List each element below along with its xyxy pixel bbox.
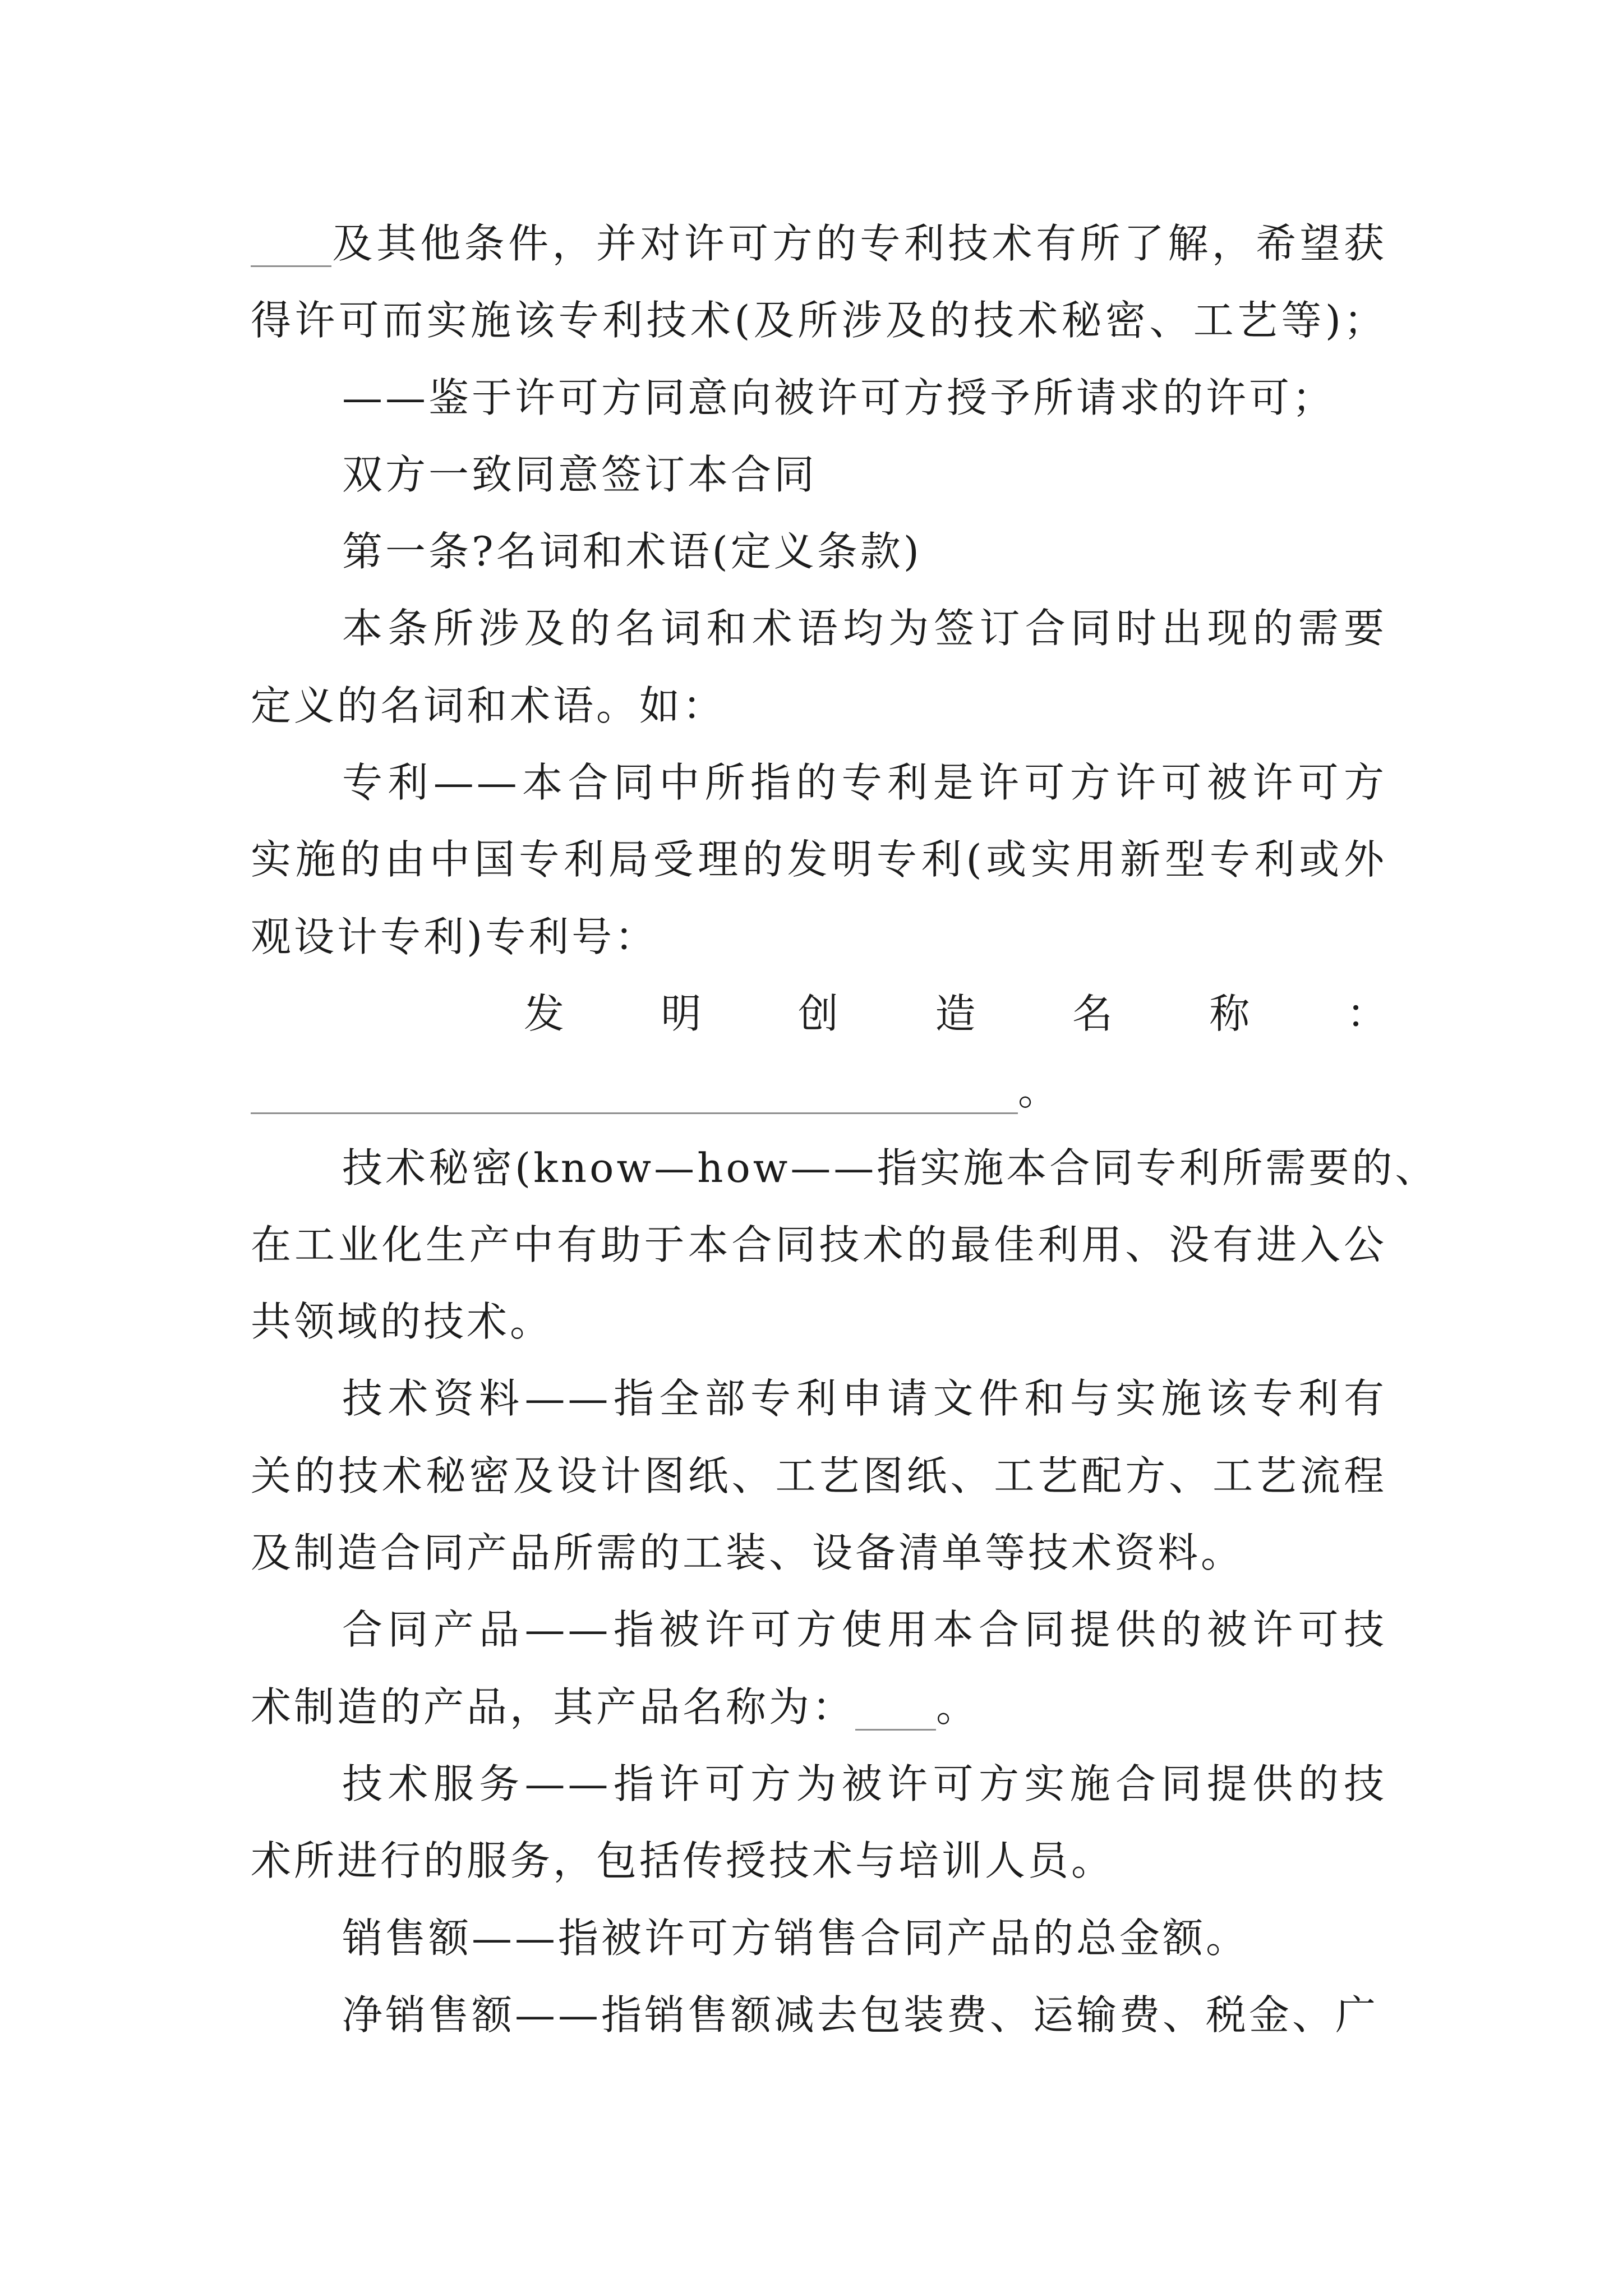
product-name-blank: ____ (855, 1683, 937, 1731)
text-line: 得许可而实施该专利技术(及所涉及的技术秘密、工艺等)； (251, 297, 1387, 344)
text-segment: 及其他条件，并对许可方的专利技术有所了解，希望获 (331, 220, 1387, 267)
label-char: 发 (524, 990, 565, 1037)
text-line (251, 205, 1387, 282)
document-body (251, 205, 1438, 2054)
text-line: 术所进行的服务，包括传授技术与培训人员。 (251, 1837, 1115, 1885)
definitions-intro-paragraph (251, 590, 1387, 744)
text-line: 及制造合同产品所需的工装、设备清单等技术资料。 (251, 1529, 1244, 1577)
text-line: 本条所涉及的名词和术语均为签订合同时出现的需要 (342, 605, 1387, 652)
text-line: 技术服务——指许可方为被许可方实施合同提供的技 (342, 1760, 1387, 1807)
text-line: 观设计专利)专利号： (251, 913, 658, 960)
definition-patent (251, 744, 1387, 1129)
text-line: 技术秘密(know—how——指实施本合同专利所需要的、 (342, 1144, 1438, 1191)
article-heading: 第一条?名词和术语(定义条款) (342, 528, 922, 576)
label-char: 造 (935, 990, 976, 1037)
text-line: 共领域的技术。 (251, 1298, 554, 1346)
fill-in-blank: ____ (251, 220, 331, 267)
recital-paragraph (251, 360, 1387, 436)
text-line: ——鉴于许可方同意向被许可方授予所请求的许可； (342, 374, 1336, 421)
label-char: 称 (1209, 990, 1250, 1037)
definition-technical-data (251, 1360, 1387, 1591)
definition-know-how (251, 1130, 1438, 1361)
text-line: 关的技术秘密及设计图纸、工艺图纸、工艺配方、工艺流程 (251, 1452, 1387, 1499)
label-char: ： (1346, 990, 1387, 1037)
text-line (251, 1052, 1387, 1129)
text-segment: 。 (1018, 1067, 1062, 1115)
text-line (251, 1669, 1387, 1746)
text-line: 销售额——指被许可方销售合同产品的总金额。 (342, 1914, 1249, 1962)
definition-net-sales (251, 1977, 1387, 2054)
text-segment: 。 (936, 1683, 980, 1731)
text-segment: 术制造的产品，其产品名称为： (251, 1683, 856, 1731)
text-line: 实施的由中国专利局受理的发明专利(或实用新型专利或外 (251, 836, 1387, 884)
definition-sales (251, 1900, 1387, 1977)
label-char: 创 (797, 990, 838, 1037)
text-line: 净销售额——指销售额减去包装费、运输费、税金、广 (342, 1991, 1379, 2039)
text-line: 在工业化生产中有助于本合同技术的最佳利用、没有进入公 (251, 1221, 1387, 1268)
text-line: 技术资料——指全部专利申请文件和与实施该专利有 (342, 1375, 1387, 1423)
text-line: 定义的名词和术语。如： (251, 682, 726, 729)
label-char: 明 (661, 990, 702, 1037)
text-line: 合同产品——指被许可方使用本合同提供的被许可技 (342, 1606, 1387, 1654)
invention-name-label (251, 976, 1387, 1052)
definition-technical-service (251, 1746, 1387, 1900)
agreement-statement: 双方一致同意签订本合同 (342, 450, 818, 498)
text-line: 专利——本合同中所指的专利是许可方许可被许可方 (342, 759, 1387, 807)
definition-contract-product (251, 1591, 1387, 1746)
invention-name-blank: ______________________________________ (251, 1067, 1018, 1115)
recital-paragraph (251, 205, 1387, 360)
label-char: 名 (1072, 990, 1113, 1037)
